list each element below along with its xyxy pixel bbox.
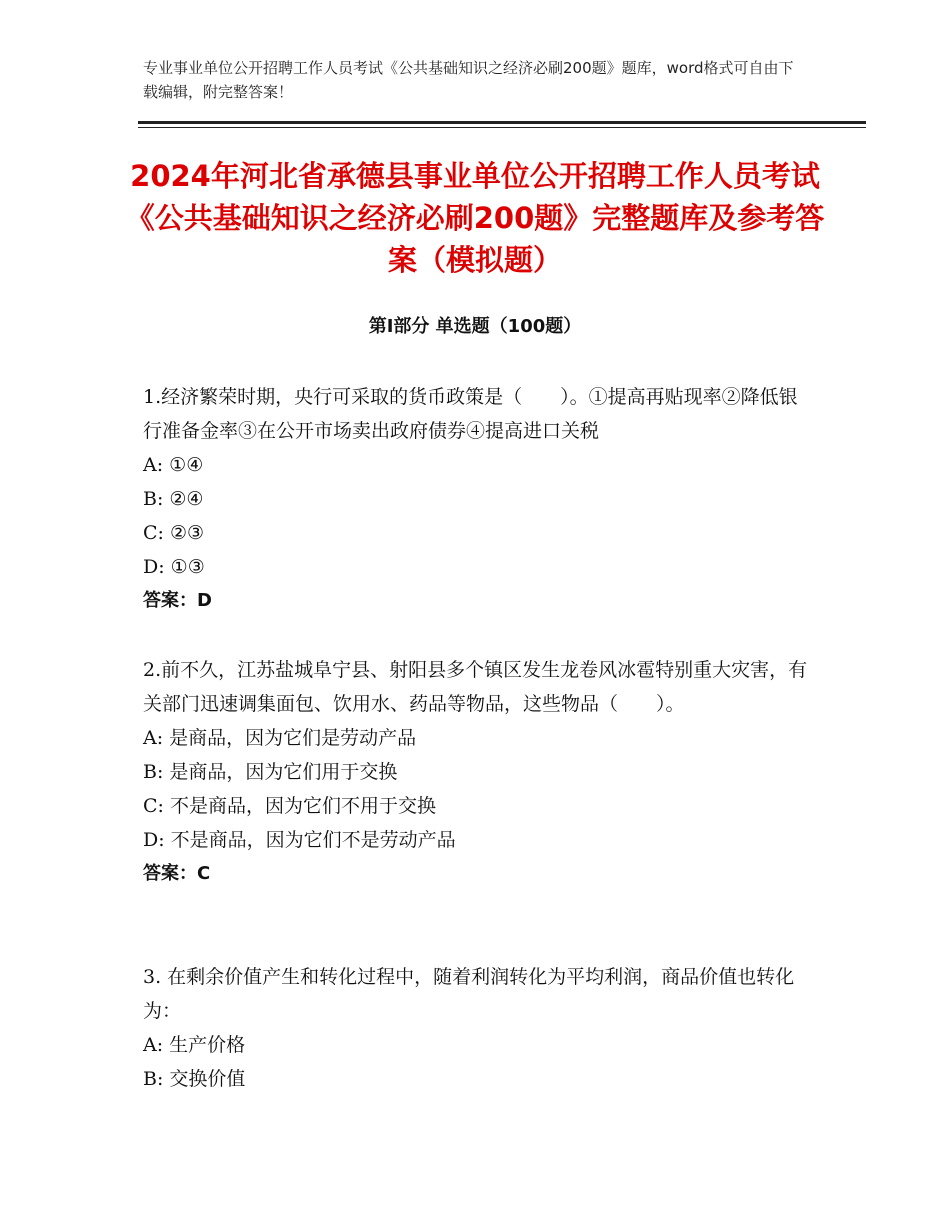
option-c: C: 不是商品，因为它们不用于交换: [143, 795, 436, 817]
header-rule-thin: [138, 127, 866, 128]
option-b: B: 是商品，因为它们用于交换: [143, 761, 398, 783]
option-d: D: ①③: [143, 556, 205, 578]
question-stem: 3. 在剩余价值产生和转化过程中，随着利润转化为平均利润，商品价值也转化为：: [143, 966, 795, 1022]
header-note: 专业事业单位公开招聘工作人员考试《公共基础知识之经济必刷200题》题库，word格式可自由下载编辑，附完整答案！: [143, 59, 794, 101]
question-3: [143, 960, 808, 1096]
answer: 答案：C: [143, 863, 211, 884]
question-1: [143, 380, 808, 618]
question-stem: 1.经济繁荣时期，央行可采取的货币政策是（ ）。①提高再贴现率②降低银行准备金率③在公开市场卖出政府债券④提高进口关税: [143, 386, 798, 442]
option-a: A: ①④: [143, 454, 204, 476]
answer: 答案：D: [143, 590, 212, 611]
option-b: B: 交换价值: [143, 1068, 246, 1090]
option-b: B: ②④: [143, 488, 204, 510]
option-d: D: 不是商品，因为它们不是劳动产品: [143, 829, 456, 851]
header-rule-thick: [138, 121, 866, 124]
section-title: 第Ⅰ部分 单选题（100题）: [368, 316, 582, 337]
option-c: C: ②③: [143, 522, 205, 544]
option-a: A: 是商品，因为它们是劳动产品: [143, 727, 417, 749]
question-stem: 2.前不久，江苏盐城阜宁县、射阳县多个镇区发生龙卷风冰雹特别重大灾害，有关部门迅速调集面包、饮用水、药品等物品，这些物品（ ）。: [143, 659, 808, 715]
document-title: 2024年河北省承德县事业单位公开招聘工作人员考试《公共基础知识之经济必刷200题》完整题库及参考答案（模拟题）: [125, 159, 825, 277]
option-a: A: 生产价格: [143, 1034, 246, 1056]
question-2: [143, 653, 808, 891]
